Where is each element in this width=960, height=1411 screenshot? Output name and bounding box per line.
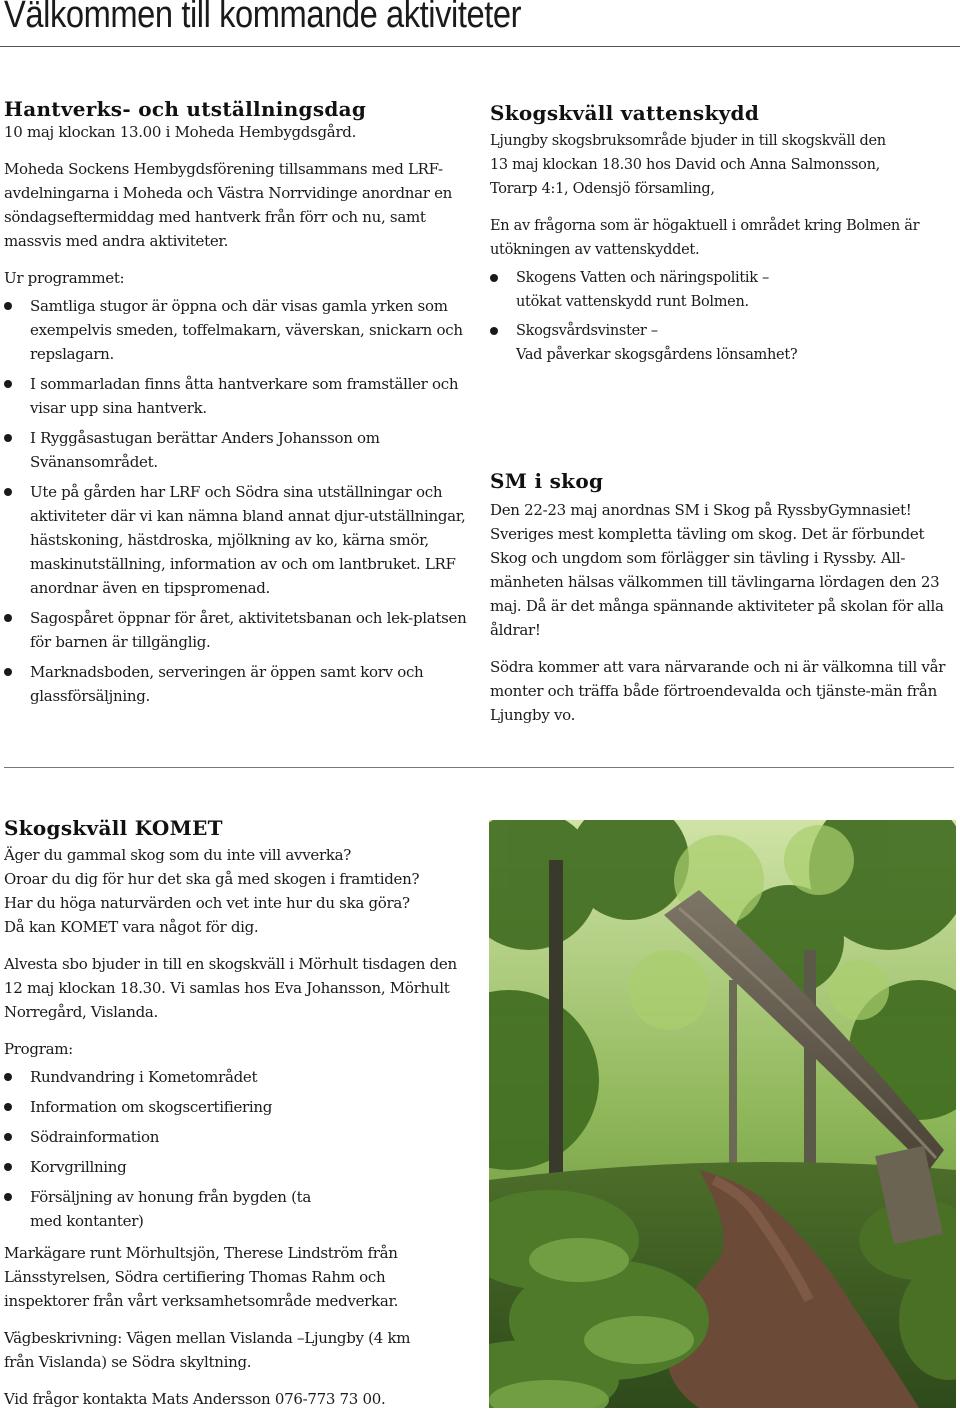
komet-intro-line: Då kan KOMET vara något för dig. (4, 918, 259, 936)
list-item (490, 319, 956, 367)
list-item (4, 1185, 330, 1233)
sm-skog-paragraph: Södra kommer att vara närvarande och ni är välkomna till vår monter och träffa både förtroendevalda och tjänste-män från Ljungby vo. (490, 658, 946, 724)
list-item (4, 480, 470, 600)
list-item-text: utökat vattenskydd runt Bolmen. (516, 294, 749, 310)
vattenskydd-question: En av frågorna som är högaktuell i området kring Bolmen är utökningen av vattenskyddet. (490, 218, 920, 258)
hantverk-program-label: Ur programmet: (4, 269, 125, 287)
list-item (4, 1125, 474, 1149)
list-item-text: Försäljning av honung från bygden (ta med kontanter) (30, 1188, 311, 1230)
komet-landowners: Markägare runt Mörhultsjön, Therese Lindström från Länsstyrelsen, Södra certifiering Thomas Rahm och inspektorer från vårt verksamhetsområde medverkar. (4, 1244, 399, 1310)
list-item (4, 426, 470, 474)
vattenskydd-intro (490, 129, 956, 201)
komet-program-label: Program: (4, 1040, 73, 1058)
forest-photo-illustration (489, 820, 956, 1408)
list-item-text: Korvgrillning (30, 1158, 127, 1176)
bullet-icon (4, 668, 12, 676)
forest-path-photo (489, 820, 956, 1408)
bullet-icon (4, 1073, 12, 1081)
title-divider (0, 46, 960, 47)
list-item-text: Södrainformation (30, 1128, 160, 1146)
bullet-icon (4, 1133, 12, 1141)
komet-section (4, 815, 474, 1411)
komet-invite: Alvesta sbo bjuder in till en skogskväll i Mörhult tisdagen den 12 maj klockan 18.30. Vi samlas hos Eva Johansson, Mörhult Norregård, Vislanda. (4, 955, 457, 1021)
list-item (4, 1155, 474, 1179)
komet-contact: Vid frågor kontakta Mats Andersson 076-773 73 00. (4, 1390, 386, 1408)
komet-intro-line: Har du höga naturvärden och vet inte hur du ska göra? (4, 894, 410, 912)
list-item-text: Marknadsboden, serveringen är öppen samt korv och glassförsäljning. (30, 663, 424, 705)
sm-skog-heading: SM i skog (490, 469, 604, 493)
hantverk-heading: Hantverks- och utställningsdag (4, 97, 367, 121)
komet-intro-line: Äger du gammal skog som du inte vill avverka? (4, 846, 351, 864)
list-item-text: I sommarladan finns åtta hantverkare som framställer och visar upp sina hantverk. (30, 375, 459, 417)
bullet-icon (490, 274, 498, 282)
hantverk-date: 10 maj klockan 13.00 i Moheda Hembygdsgård. (4, 123, 357, 141)
list-item-text: Rundvandring i Kometområdet (30, 1068, 258, 1086)
list-item-text: Sagospåret öppnar för året, aktivitetsbanan och lek-platsen för barnen är tillgänglig. (30, 609, 467, 651)
hantverk-program-list (4, 294, 470, 708)
bullet-icon (4, 614, 12, 622)
vattenskydd-heading: Skogskväll vattenskydd (490, 101, 760, 125)
komet-intro-line: Oroar du dig för hur det ska gå med skogen i framtiden? (4, 870, 420, 888)
list-item (4, 1095, 474, 1119)
sm-skog-section (490, 468, 956, 727)
list-item (490, 266, 956, 314)
page-title: Välkommen till kommande aktiviteter (4, 0, 522, 36)
list-item (4, 294, 470, 366)
bullet-icon (4, 302, 12, 310)
hantverk-intro: Moheda Sockens Hembygdsförening tillsammans med LRF-avdelningarna i Moheda och Västra Norrvidinge anordnar en söndagseftermiddag med hantverk från förr och nu, samt massvis med andra aktiviteter. (4, 160, 453, 250)
vattenskydd-list (490, 266, 956, 367)
vattenskydd-section (490, 100, 956, 372)
komet-intro (4, 843, 474, 939)
komet-directions: Vägbeskrivning: Vägen mellan Vislanda –Ljungby (4 km från Vislanda) se Södra skyltning. (4, 1329, 411, 1371)
vattenskydd-intro-line: Torarp 4:1, Odensjö församling, (490, 181, 715, 197)
list-item (4, 606, 470, 654)
bullet-icon (4, 380, 12, 388)
section-divider (4, 767, 954, 768)
bullet-icon (490, 327, 498, 335)
vattenskydd-intro-line: 13 maj klockan 18.30 hos David och Anna Salmonsson, (490, 157, 880, 173)
bullet-icon (4, 1103, 12, 1111)
komet-heading: Skogskväll KOMET (4, 816, 223, 840)
list-item-text: Skogens Vatten och näringspolitik – (516, 270, 769, 286)
list-item-text: I Ryggåsastugan berättar Anders Johansson om Svänansområdet. (30, 429, 380, 471)
vattenskydd-intro-line: Ljungby skogsbruksområde bjuder in till skogskväll den (490, 133, 886, 149)
komet-program-list (4, 1065, 474, 1233)
list-item (4, 372, 470, 420)
bullet-icon (4, 1193, 12, 1201)
list-item-text: Samtliga stugor är öppna och där visas gamla yrken som exempelvis smeden, toffelmakarn, väverskan, snickarn och repslagarn. (30, 297, 463, 363)
list-item (4, 1065, 474, 1089)
list-item-text: Ute på gården har LRF och Södra sina utställningar och aktiviteter där vi kan nämna bland annat djur-utställningar, hästskoning, hästdroska, mjölkning av ko, kärna smör, maskinutställning, information av och om lantbruket. LRF anordnar även en tipspromenad. (30, 483, 466, 597)
list-item (4, 660, 470, 708)
list-item-text: Information om skogscertifiering (30, 1098, 273, 1116)
list-item-text: Vad påverkar skogsgårdens lönsamhet? (516, 347, 798, 363)
sm-skog-paragraph: Den 22-23 maj anordnas SM i Skog på RyssbyGymnasiet! Sveriges mest kompletta tävling om skog. Det är förbundet Skog och ungdom som förlägger sin tävling i Ryssby. All-mänheten hälsas välkommen till tävlingarna lördagen den 23 maj. Då är det många spännande aktiviteter på skolan för alla åldrar! (490, 501, 944, 639)
hantverk-section (4, 96, 470, 714)
bullet-icon (4, 1163, 12, 1171)
bullet-icon (4, 434, 12, 442)
bullet-icon (4, 488, 12, 496)
list-item-text: Skogsvårdsvinster – (516, 323, 658, 339)
